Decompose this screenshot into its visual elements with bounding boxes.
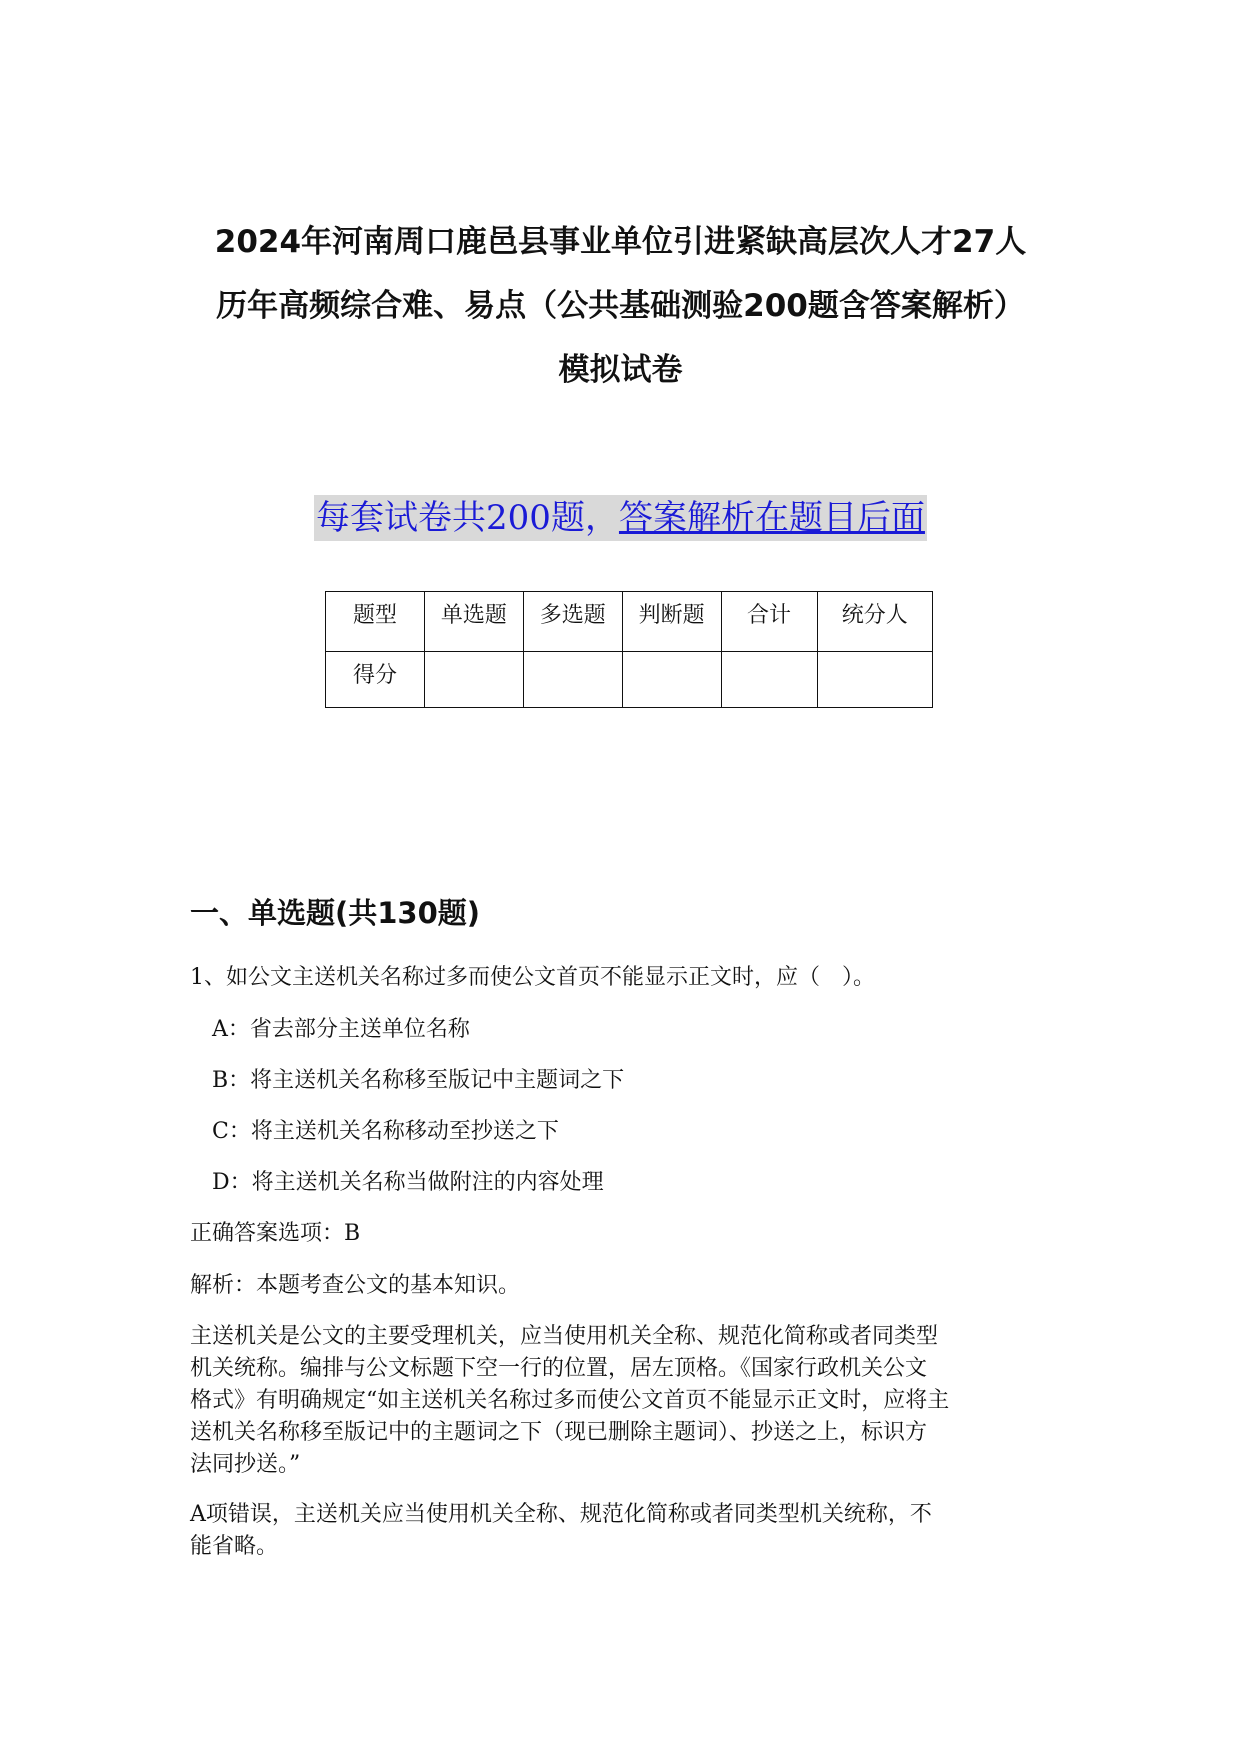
header-cell-type: 题型 (326, 592, 425, 652)
score-table-header-row (326, 592, 933, 652)
analysis-paragraph-1-line: 机关统称。编排与公文标题下空一行的位置，居左顶格。《国家行政机关公文 (190, 1356, 928, 1381)
analysis-paragraph-2 (190, 1499, 1052, 1563)
header-cell-total: 合计 (721, 592, 817, 652)
document-title (150, 210, 1091, 402)
analysis-paragraph-1-line: 主送机关是公文的主要受理机关，应当使用机关全称、规范化简称或者同类型 (190, 1324, 939, 1349)
score-cell-total[interactable] (721, 652, 817, 708)
score-cell-scorer[interactable] (817, 652, 932, 708)
option-d[interactable]: D：将主送机关名称当做附注的内容处理 (212, 1170, 604, 1195)
subtitle (314, 495, 927, 541)
answer-location-link[interactable]: 答案解析在题目后面 (618, 498, 925, 538)
option-c[interactable]: C：将主送机关名称移动至抄送之下 (212, 1119, 559, 1144)
header-cell-single-choice: 单选题 (424, 592, 523, 652)
subtitle-text: 每套试卷共200题， (316, 498, 619, 538)
title-line-3: 模拟试卷 (558, 352, 683, 388)
score-cell-single-choice[interactable] (424, 652, 523, 708)
analysis-paragraph-1-line: 送机关名称移至版记中的主题词之下（现已删除主题词）、抄送之上，标识方 (190, 1420, 928, 1445)
analysis-paragraph-1-line: 法同抄送。” (190, 1452, 301, 1477)
analysis-paragraph-1 (190, 1321, 1052, 1481)
header-cell-scorer: 统分人 (817, 592, 932, 652)
score-cell-true-false[interactable] (622, 652, 721, 708)
title-line-2: 历年高频综合难、易点（公共基础测验200题含答案解析） (216, 288, 1025, 324)
option-a[interactable]: A：省去部分主送单位名称 (212, 1017, 470, 1042)
analysis-paragraph-2-line: A项错误，主送机关应当使用机关全称、规范化简称或者同类型机关统称，不 (190, 1502, 932, 1527)
question-stem: 1、如公文主送机关名称过多而使公文首页不能显示正文时，应（ ）。 (190, 965, 875, 990)
subtitle-banner (0, 495, 1241, 541)
section-heading: 一、单选题(共130题) (190, 896, 481, 930)
analysis-paragraph-1-line: 格式》有明确规定“如主送机关名称过多而使公文首页不能显示正文时，应将主 (190, 1388, 950, 1413)
analysis-intro: 解析：本题考查公文的基本知识。 (190, 1273, 521, 1298)
title-line-1: 2024年河南周口鹿邑县事业单位引进紧缺高层次人才27人 (214, 224, 1027, 260)
analysis-paragraph-2-line: 能省略。 (190, 1534, 279, 1559)
header-cell-multi-choice: 多选题 (523, 592, 622, 652)
header-cell-true-false: 判断题 (622, 592, 721, 652)
correct-answer: 正确答案选项：B (190, 1221, 361, 1246)
score-cell-multi-choice[interactable] (523, 652, 622, 708)
option-b[interactable]: B：将主送机关名称移至版记中主题词之下 (212, 1068, 625, 1093)
score-row-label: 得分 (326, 652, 425, 708)
score-table (325, 591, 933, 708)
score-table-score-row (326, 652, 933, 708)
